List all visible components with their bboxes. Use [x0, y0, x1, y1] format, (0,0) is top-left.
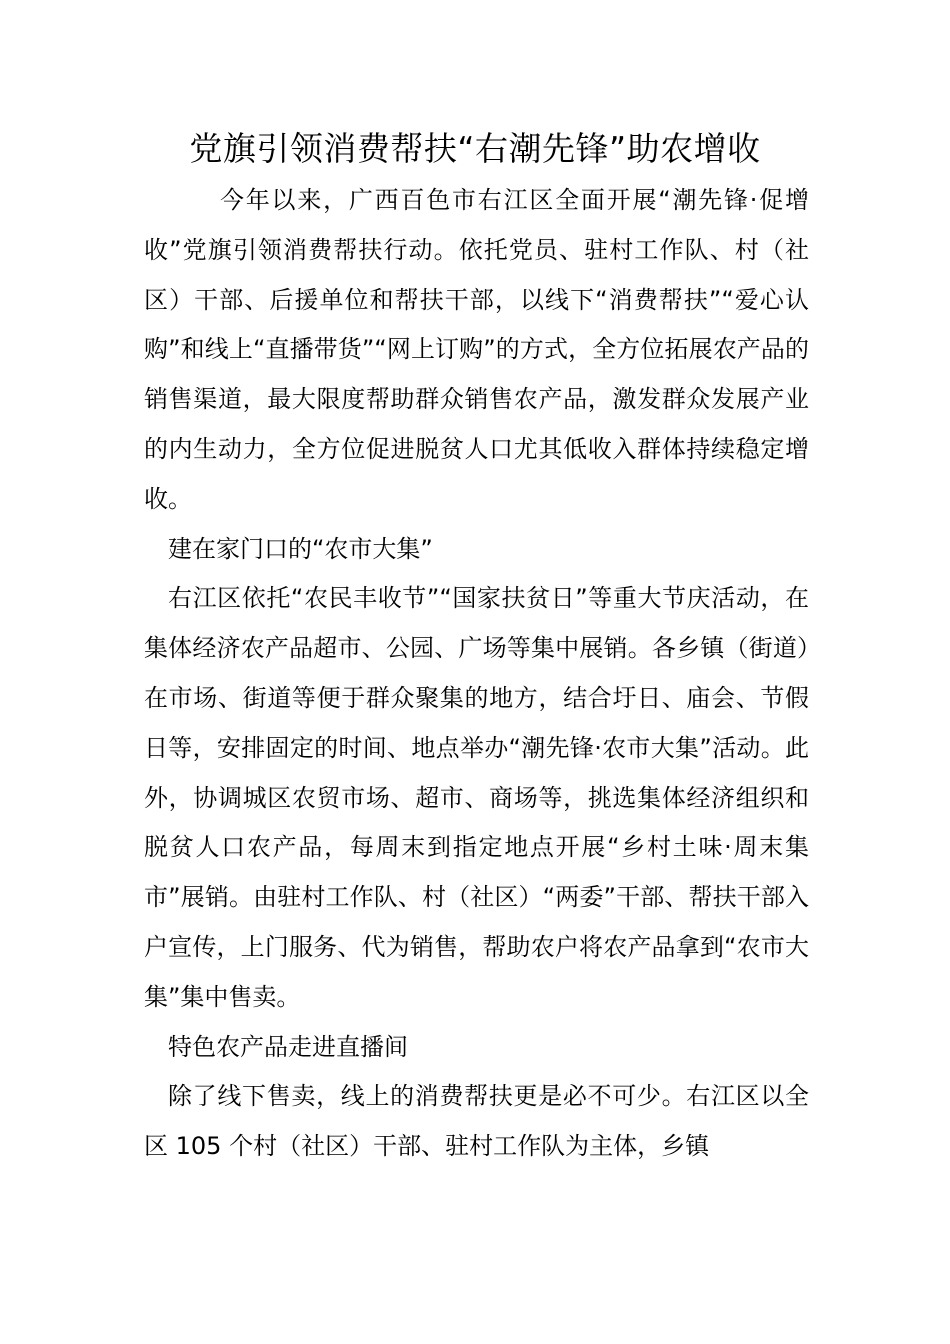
intro-paragraph: 今年以来，广西百色市右江区全面开展“潮先锋·促增收”党旗引领消费帮扶行动。依托党员、驻村工作队、村（社区）干部、后援单位和帮扶干部，以线下“消费帮扶”“爱心认购”和线上“直播带货”“网上订购”的方式，全方位拓展农产品的销售渠道，最大限度帮助群众销售农产品，激发群众发展产业的内生动力，全方位促进脱贫人口尤其低收入群体持续稳定增收。 [144, 186, 809, 513]
section-heading-livestream: 特色农产品走进直播间 [168, 1032, 408, 1061]
document-title: 党旗引领消费帮扶“右潮先锋”助农增收 [189, 129, 761, 168]
document-body [144, 176, 809, 1172]
section-heading-farmers-market: 建在家门口的“农市大集” [168, 534, 433, 563]
section-paragraph-farmers-market: 右江区依托“农民丰收节”“国家扶贫日”等重大节庆活动，在集体经济农产品超市、公园、广场等集中展销。各乡镇（街道）在市场、街道等便于群众聚集的地方，结合圩日、庙会、节假日等，安排固定的时间、地点举办“潮先锋·农市大集”活动。此外，协调城区农贸市场、超市、商场等，挑选集体经济组织和脱贫人口农产品，每周末到指定地点开展“乡村土味·周末集市”展销。由驻村工作队、村（社区）“两委”干部、帮扶干部入户宣传，上门服务、代为销售，帮助农户将农产品拿到“农市大集”集中售卖。 [144, 584, 809, 1011]
section-paragraph-livestream: 除了线下售卖，线上的消费帮扶更是必不可少。右江区以全区 105 个村（社区）干部、驻村工作队为主体，乡镇 [144, 1082, 809, 1161]
